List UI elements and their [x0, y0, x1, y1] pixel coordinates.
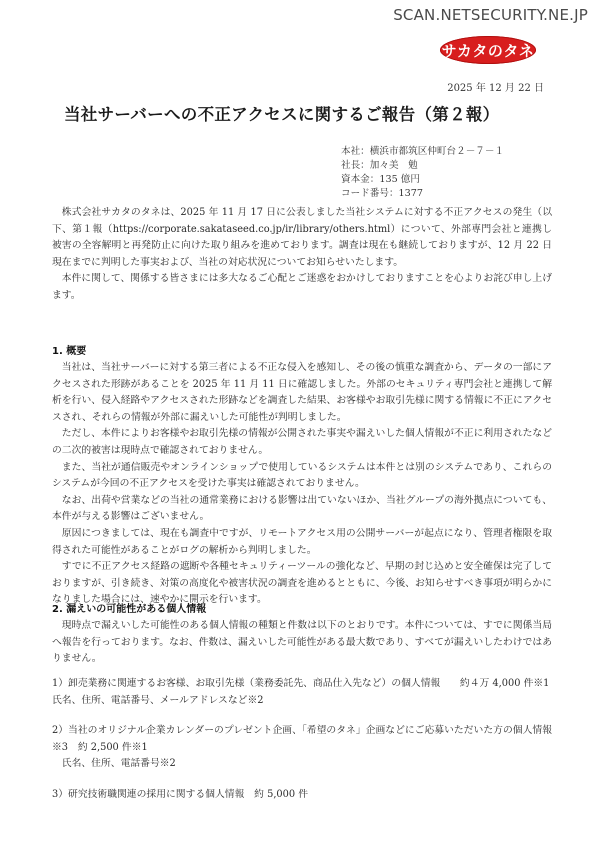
section-heading: 2. 漏えいの可能性がある個人情報	[52, 604, 207, 615]
intro-paragraph: 本件に関して、関係する皆さまには多大なるご心配とご迷惑をおかけしておりますことを心よりお詫び申し上げます。	[52, 273, 552, 301]
intro-section	[52, 205, 552, 305]
list-item-detail: 氏名、住所、電話番号、メールアドレスなど※2	[52, 694, 264, 706]
section-paragraph: 原因につきましては、現在も調査中ですが、リモートアクセス用の公開サーバーが起点になり、管理者権限を取得された可能性があることがログの解析から判明しました。	[52, 527, 552, 556]
company-president: 社長：加々美 勉	[341, 160, 418, 171]
section-paragraph: すでに不正アクセス経路の遮断や各種セキュリティーツールの強化など、早期の封じ込めと安全確保は完了しておりますが、引き続き、対策の高度化や被害状況の調査を進めるとともに、今後、お知らせすべき事項が明らかになりました場合には、速やかに開示を行います。	[52, 561, 552, 606]
section-heading: 1. 概要	[52, 346, 87, 357]
section-paragraph: 当社は、当社サーバーに対する第三者による不正な侵入を感知し、その後の慎重な調査から、データの一部にアクセスされた形跡があることを 2025 年 11 月 11 日に確認しました。外部のセキュリティ専門会社と連携して解析を行い、侵入経路やアクセスされた形跡などを調査した結果、お客様やお取引先様に関する情報に不正にアクセスされ、それらの情報が外部に漏えいした可能性が判明しました。	[52, 362, 552, 423]
section-paragraph: 現時点で漏えいした可能性のある個人情報の種類と件数は以下のとおりです。本件については、すでに関係当局へ報告を行っております。なお、件数は、漏えいした可能性がある最大数であり、すべてが漏えいしたわけではありません。	[52, 620, 552, 665]
section-personal-info	[52, 602, 552, 668]
info-list	[52, 676, 552, 804]
company-capital: 資本金：135 億円	[341, 174, 420, 185]
watermark: SCAN.NETSECURITY.NE.JP	[393, 6, 588, 24]
company-info	[341, 145, 504, 201]
section-overview	[52, 344, 552, 609]
logo-text: サカタのタネ	[441, 41, 535, 60]
list-item-detail: 氏名、住所、電話番号※2	[61, 758, 176, 770]
list-item: 3）研究技術職関連の採用に関する個人情報 約 5,000 件	[52, 788, 309, 800]
company-logo	[440, 36, 536, 64]
section-paragraph: ただし、本件によりお客様やお取引先様の情報が公開された事実や漏えいした個人情報が不正に利用されたなどの二次的被害は現時点で確認されておりません。	[52, 428, 552, 456]
section-paragraph: また、当社が通信販売やオンラインショップで使用しているシステムは本件とは別のシステムであり、これらのシステムが今回の不正アクセスを受けた事実は確認されておりません。	[52, 461, 552, 490]
document-title: 当社サーバーへの不正アクセスに関するご報告（第２報）	[64, 105, 500, 124]
list-item: 1）卸売業務に関連するお客様、お取引先様（業務委託先、商品仕入先など）の個人情報 約４万 4,000 件※1	[52, 678, 550, 689]
company-address: 本社：横浜市都筑区仲町台２－７－１	[341, 146, 505, 157]
document-date: 2025 年 12 月 22 日	[447, 83, 544, 94]
company-code: コード番号：1377	[341, 188, 423, 199]
list-item: 2）当社のオリジナル企業カレンダーのプレゼント企画、「希望のタネ」企画などにご応募いただいた方の個人情報※3 約 2,500 件※1	[52, 725, 552, 753]
section-paragraph: なお、出荷や営業などの当社の通常業務における影響は出ていないほか、当社グループの海外拠点についても、本件が与える影響はございません。	[52, 494, 552, 523]
intro-paragraph: 株式会社サカタのタネは、2025 年 11 月 17 日に公表しました当社システムに対する不正アクセスの発生（以下、第１報（https://corporate.sakataseed.co.jp/ir/library/others.html）について、外部専門会社と連携し被害の全容解明と再発防止に向けた取り組みを進めております。調査は現在も継続しておりますが、12 月 22 日現在までに判明した事実および、当社の対応状況についてお知らせいたします。	[52, 207, 552, 268]
